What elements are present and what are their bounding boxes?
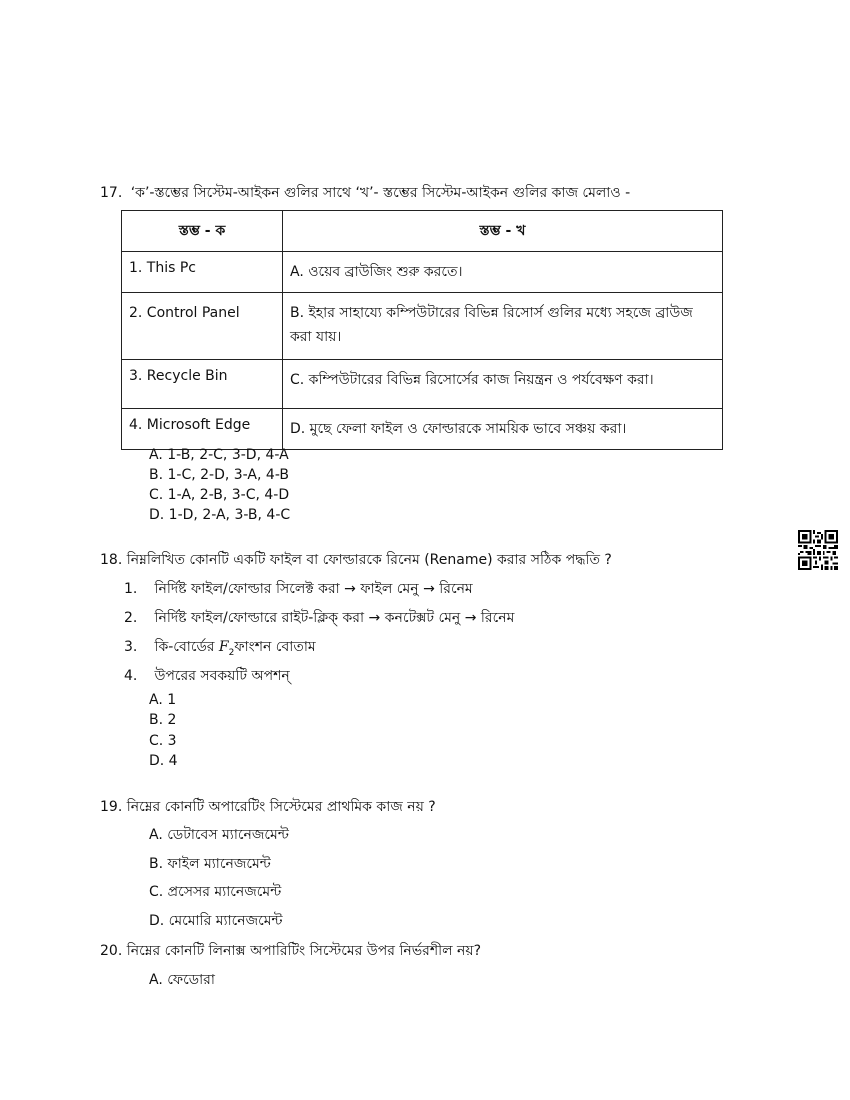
option-b: B. 2 xyxy=(149,712,177,728)
option-d: D. 4 xyxy=(149,753,178,769)
table-row xyxy=(122,409,723,450)
question-number: 19. xyxy=(100,799,123,815)
qr-code-icon xyxy=(798,530,838,570)
table-cell: 1. This Pc xyxy=(122,252,283,293)
statement-number: 2. xyxy=(124,610,138,626)
option-c: C. প্রসেসর ম্যানেজমেন্ট xyxy=(149,884,282,900)
statement-4 xyxy=(124,664,290,688)
function-key-label: F xyxy=(218,639,229,655)
question-number: 20. xyxy=(100,943,123,959)
option-a: A. 1 xyxy=(149,692,177,708)
statement-3 xyxy=(124,635,316,659)
option-b: B. 1-C, 2-D, 3-A, 4-B xyxy=(149,467,289,483)
statement-text: নির্দিষ্ট ফাইল/ফোল্ডার সিলেক্ট করা → ফাইল মেনু → রিনেম xyxy=(154,581,473,597)
question-number: 17. xyxy=(100,185,123,201)
option-d: D. মেমোরি ম্যানেজমেন্ট xyxy=(149,913,283,929)
statement-number: 4. xyxy=(124,668,138,684)
table-cell: 3. Recycle Bin xyxy=(122,360,283,409)
question-19 xyxy=(100,795,436,819)
table-row xyxy=(122,293,723,360)
statement-2 xyxy=(124,606,514,630)
option-b: B. ফাইল ম্যানেজমেন্ট xyxy=(149,856,271,872)
statement-text: কি-বোর্ডের xyxy=(154,639,219,655)
table-cell: 4. Microsoft Edge xyxy=(122,409,283,450)
statement-number: 1. xyxy=(124,581,138,597)
table-cell: A. ওয়েব ব্রাউজিং শুরু করতে। xyxy=(283,252,723,293)
table-row xyxy=(122,360,723,409)
question-text: নিম্নের কোনটি অপারেটিং সিস্টেমের প্রাথমিক কাজ নয় ? xyxy=(126,799,436,815)
option-a: A. ফেডোরা xyxy=(149,972,215,988)
table-cell: C. কম্পিউটারের বিভিন্ন রিসোর্সের কাজ নিয়ন্ত্রন ও পর্যবেক্ষণ করা। xyxy=(283,360,723,409)
matching-table xyxy=(121,210,723,450)
statement-1 xyxy=(124,577,473,601)
table-cell: D. মুছে ফেলা ফাইল ও ফোল্ডারকে সাময়িক ভাবে সঞ্চয় করা। xyxy=(283,409,723,450)
statement-number: 3. xyxy=(124,639,138,655)
table-row xyxy=(122,252,723,293)
question-20 xyxy=(100,939,481,963)
table-cell: B. ইহার সাহায্যে কম্পিউটারের বিভিন্ন রিসোর্স গুলির মধ্যে সহজে ব্রাউজ করা যায়। xyxy=(283,293,723,360)
statement-text: ফাংশন বোতাম xyxy=(234,639,316,655)
column-header-kha: স্তম্ভ - খ xyxy=(283,211,723,252)
statement-text: নির্দিষ্ট ফাইল/ফোল্ডারে রাইট-ক্লিক্ করা → কনটেক্সট মেনু → রিনেম xyxy=(154,610,515,626)
option-d: D. 1-D, 2-A, 3-B, 4-C xyxy=(149,507,291,523)
question-text: নিম্নলিখিত কোনটি একটি ফাইল বা ফোল্ডারকে রিনেম (Rename) করার সঠিক পদ্ধতি ? xyxy=(126,552,612,568)
column-header-ka: স্তম্ভ - ক xyxy=(122,211,283,252)
question-text: নিম্নের কোনটি লিনাক্স অপারিটিং সিস্টেমের উপর নির্ভরশীল নয়? xyxy=(126,943,482,959)
option-a: A. ডেটাবেস ম্যানেজমেন্ট xyxy=(149,827,289,843)
question-17 xyxy=(100,181,630,205)
option-c: C. 3 xyxy=(149,733,177,749)
question-text: ‘ক’-স্তম্ভের সিস্টেম-আইকন গুলির সাথে ‘খ’- স্তম্ভের সিস্টেম-আইকন গুলির কাজ মেলাও - xyxy=(130,185,631,201)
table-cell: 2. Control Panel xyxy=(122,293,283,360)
statement-text: উপরের সবকয়টি অপশন্ xyxy=(154,668,290,684)
option-c: C. 1-A, 2-B, 3-C, 4-D xyxy=(149,487,290,503)
question-18 xyxy=(100,548,612,572)
function-key-subscript: 2 xyxy=(228,647,235,658)
question-number: 18. xyxy=(100,552,123,568)
option-a: A. 1-B, 2-C, 3-D, 4-A xyxy=(149,447,289,463)
table-header-row xyxy=(122,211,723,252)
